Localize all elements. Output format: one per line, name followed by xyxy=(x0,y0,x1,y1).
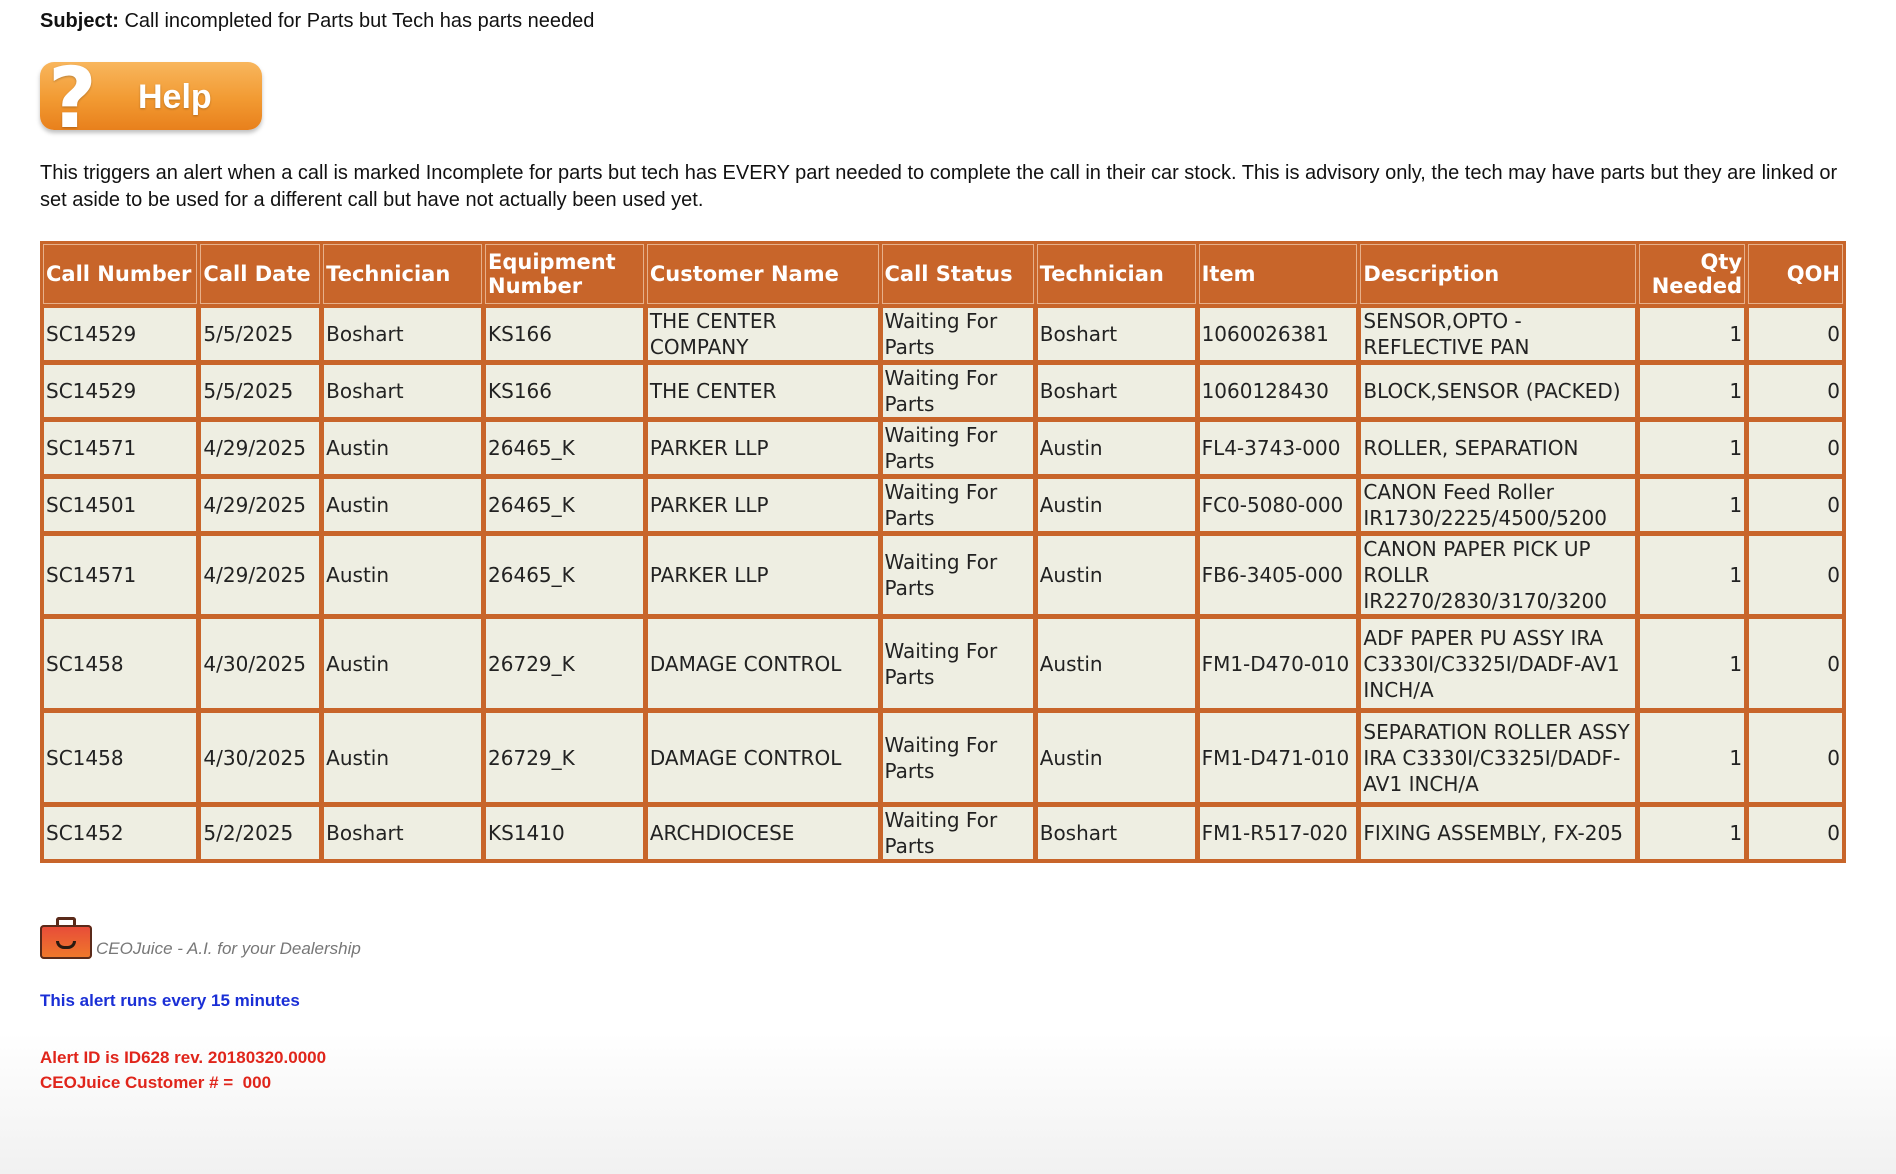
cell-description: SEPARATION ROLLER ASSY IRA C3330I/C3325I/DADF-AV1 INCH/A xyxy=(1360,712,1635,803)
table-row xyxy=(43,535,1843,615)
cell-description: ADF PAPER PU ASSY IRA C3330I/C3325I/DADF-AV1 INCH/A xyxy=(1360,618,1635,709)
subject-line xyxy=(40,8,1856,34)
col-equipment-number: Equipment Number xyxy=(485,244,644,304)
cell-technician-2: Boshart xyxy=(1037,806,1196,860)
cell-qty-needed: 1 xyxy=(1639,535,1745,615)
alert-description: This triggers an alert when a call is marked Incomplete for parts but tech has EVERY part needed to complete the call in their car stock. This is advisory only, the tech may have parts but they are linked or set aside to be used for a different call but have not actually been used yet. xyxy=(40,162,1838,211)
cell-item: FM1-D470-010 xyxy=(1199,618,1358,709)
cell-equipment-number: 26465_K xyxy=(485,421,644,475)
cell-technician-2: Austin xyxy=(1037,618,1196,709)
cell-call-date: 5/2/2025 xyxy=(200,806,320,860)
cell-call-status: Waiting For Parts xyxy=(882,307,1034,361)
cell-call-date: 4/29/2025 xyxy=(200,421,320,475)
cell-customer-name: PARKER LLP xyxy=(647,421,879,475)
cell-technician-2: Austin xyxy=(1037,421,1196,475)
cell-qoh: 0 xyxy=(1748,535,1843,615)
cell-customer-name: DAMAGE CONTROL xyxy=(647,618,879,709)
cell-item: FM1-D471-010 xyxy=(1199,712,1358,803)
cell-equipment-number: KS166 xyxy=(485,364,644,418)
cell-equipment-number: KS1410 xyxy=(485,806,644,860)
cell-call-number: SC1452 xyxy=(43,806,197,860)
cell-customer-name: PARKER LLP xyxy=(647,478,879,532)
alert-id-text: Alert ID is ID628 rev. 20180320.0000 xyxy=(40,1048,327,1067)
cell-qoh: 0 xyxy=(1748,478,1843,532)
cell-qty-needed: 1 xyxy=(1639,712,1745,803)
col-call-number: Call Number xyxy=(43,244,197,304)
col-qoh: QOH xyxy=(1748,244,1843,304)
cell-description: CANON PAPER PICK UP ROLLR IR2270/2830/3170/3200 xyxy=(1360,535,1635,615)
cell-customer-name: THE CENTER xyxy=(647,364,879,418)
cell-call-number: SC14529 xyxy=(43,364,197,418)
cell-qoh: 0 xyxy=(1748,806,1843,860)
cell-call-status: Waiting For Parts xyxy=(882,478,1034,532)
col-call-status: Call Status xyxy=(882,244,1034,304)
help-button-label: Help xyxy=(138,78,212,116)
cell-equipment-number: 26465_K xyxy=(485,478,644,532)
table-row xyxy=(43,478,1843,532)
cell-qty-needed: 1 xyxy=(1639,618,1745,709)
cell-description: BLOCK,SENSOR (PACKED) xyxy=(1360,364,1635,418)
cell-call-date: 4/30/2025 xyxy=(200,712,320,803)
cell-technician: Austin xyxy=(323,712,482,803)
cell-call-date: 4/29/2025 xyxy=(200,478,320,532)
cell-technician: Austin xyxy=(323,618,482,709)
cell-qty-needed: 1 xyxy=(1639,806,1745,860)
cell-call-number: SC14529 xyxy=(43,307,197,361)
cell-call-date: 4/29/2025 xyxy=(200,535,320,615)
subject-text: Call incompleted for Parts but Tech has parts needed xyxy=(124,10,595,32)
col-technician: Technician xyxy=(323,244,482,304)
table-row xyxy=(43,364,1843,418)
cell-qty-needed: 1 xyxy=(1639,478,1745,532)
cell-qoh: 0 xyxy=(1748,364,1843,418)
table-row xyxy=(43,712,1843,803)
subject-label: Subject: xyxy=(40,10,119,32)
cell-technician: Austin xyxy=(323,421,482,475)
cell-customer-name: DAMAGE CONTROL xyxy=(647,712,879,803)
cell-call-number: SC1458 xyxy=(43,618,197,709)
cell-equipment-number: KS166 xyxy=(485,307,644,361)
cell-customer-name: THE CENTER COMPANY xyxy=(647,307,879,361)
cell-technician-2: Austin xyxy=(1037,478,1196,532)
cell-technician: Boshart xyxy=(323,307,482,361)
cell-qty-needed: 1 xyxy=(1639,364,1745,418)
cell-technician-2: Boshart xyxy=(1037,364,1196,418)
cell-qty-needed: 1 xyxy=(1639,421,1745,475)
cell-customer-name: ARCHDIOCESE xyxy=(647,806,879,860)
cell-call-status: Waiting For Parts xyxy=(882,618,1034,709)
table-header-row xyxy=(43,244,1843,304)
cell-call-date: 5/5/2025 xyxy=(200,364,320,418)
col-technician-2: Technician xyxy=(1037,244,1196,304)
briefcase-smile-icon xyxy=(40,917,92,957)
cell-description: SENSOR,OPTO - REFLECTIVE PAN xyxy=(1360,307,1635,361)
col-description: Description xyxy=(1360,244,1635,304)
cell-equipment-number: 26729_K xyxy=(485,712,644,803)
cell-technician: Austin xyxy=(323,535,482,615)
cell-item: FC0-5080-000 xyxy=(1199,478,1358,532)
table-row xyxy=(43,307,1843,361)
cell-customer-name: PARKER LLP xyxy=(647,535,879,615)
cell-item: FL4-3743-000 xyxy=(1199,421,1358,475)
cell-call-date: 4/30/2025 xyxy=(200,618,320,709)
cell-qoh: 0 xyxy=(1748,421,1843,475)
customer-number-text: CEOJuice Customer # = 000 xyxy=(40,1073,272,1092)
cell-item: 1060026381 xyxy=(1199,307,1358,361)
cell-call-status: Waiting For Parts xyxy=(882,535,1034,615)
cell-call-number: SC14571 xyxy=(43,535,197,615)
cell-call-status: Waiting For Parts xyxy=(882,421,1034,475)
cell-item: 1060128430 xyxy=(1199,364,1358,418)
cell-call-status: Waiting For Parts xyxy=(882,712,1034,803)
cell-item: FM1-R517-020 xyxy=(1199,806,1358,860)
cell-qoh: 0 xyxy=(1748,712,1843,803)
cell-technician: Austin xyxy=(323,478,482,532)
cell-item: FB6-3405-000 xyxy=(1199,535,1358,615)
cell-description: CANON Feed Roller IR1730/2225/4500/5200 xyxy=(1360,478,1635,532)
table-row xyxy=(43,806,1843,860)
cell-description: ROLLER, SEPARATION xyxy=(1360,421,1635,475)
cell-technician-2: Austin xyxy=(1037,535,1196,615)
cell-call-number: SC14571 xyxy=(43,421,197,475)
cell-qty-needed: 1 xyxy=(1639,307,1745,361)
cell-technician-2: Boshart xyxy=(1037,307,1196,361)
cell-call-number: SC14501 xyxy=(43,478,197,532)
logo-tagline: CEOJuice - A.I. for your Dealership xyxy=(96,939,361,958)
table-row xyxy=(43,421,1843,475)
cell-call-number: SC1458 xyxy=(43,712,197,803)
cell-qoh: 0 xyxy=(1748,307,1843,361)
col-call-date: Call Date xyxy=(200,244,320,304)
alert-id-block xyxy=(40,1045,1856,1095)
table-row xyxy=(43,618,1843,709)
col-customer-name: Customer Name xyxy=(647,244,879,304)
cell-qoh: 0 xyxy=(1748,618,1843,709)
cell-call-status: Waiting For Parts xyxy=(882,364,1034,418)
cell-technician: Boshart xyxy=(323,806,482,860)
cell-technician: Boshart xyxy=(323,364,482,418)
col-qty-needed: Qty Needed xyxy=(1639,244,1745,304)
cell-equipment-number: 26465_K xyxy=(485,535,644,615)
col-item: Item xyxy=(1199,244,1358,304)
cell-call-date: 5/5/2025 xyxy=(200,307,320,361)
cell-equipment-number: 26729_K xyxy=(485,618,644,709)
help-button[interactable] xyxy=(40,49,262,147)
alert-frequency-text: This alert runs every 15 minutes xyxy=(40,991,300,1010)
cell-technician-2: Austin xyxy=(1037,712,1196,803)
alert-table xyxy=(40,241,1846,863)
question-mark-icon: ? xyxy=(48,49,97,147)
cell-description: FIXING ASSEMBLY, FX-205 xyxy=(1360,806,1635,860)
ceojuice-logo[interactable] xyxy=(40,917,1856,957)
cell-call-status: Waiting For Parts xyxy=(882,806,1034,860)
